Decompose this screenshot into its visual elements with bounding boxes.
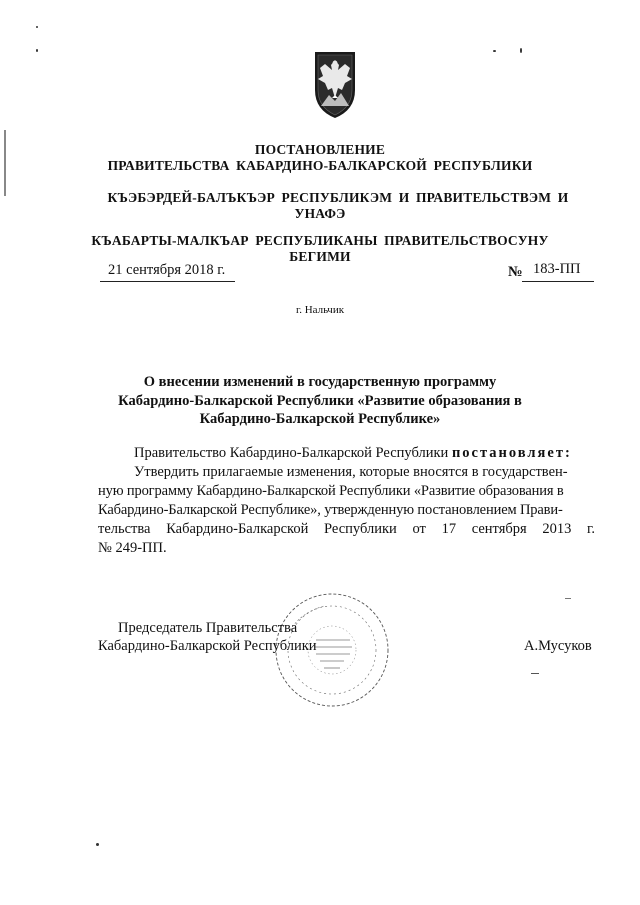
document-date: 21 сентября 2018 г.: [108, 262, 226, 278]
body-line-4-word: Кабардино-Балкарской: [166, 521, 309, 537]
body-line-4-word: 2013: [542, 521, 572, 537]
body-line-4-word: г.: [587, 521, 595, 537]
body-intro-text: Правительство Кабардино-Балкарской Республики: [134, 445, 449, 461]
city-label: г. Нальчик: [295, 304, 345, 316]
scan-speck: [36, 26, 38, 28]
signatory-name: А.Мусуков: [524, 638, 592, 654]
body-intro: [134, 444, 572, 464]
resolution-title-line2: Кабардино-Балкарской Республики «Развитие образования в: [118, 393, 522, 409]
body-line-2: ную программу Кабардино-Балкарской Республики «Развитие образования в: [98, 483, 564, 499]
body-line-3: Кабардино-Балкарской Республике», утвержденную постановлением Прави-: [98, 502, 563, 518]
scan-speck: [520, 48, 522, 53]
coat-of-arms-emblem: [312, 46, 358, 120]
document-type-heading: ПОСТАНОВЛЕНИЕ: [254, 142, 386, 157]
body-line-4-word: тельства: [98, 521, 151, 537]
signature-mark: [531, 673, 539, 674]
scan-speck: [36, 49, 38, 52]
resolution-title-line3: Кабардино-Балкарской Республике»: [199, 411, 441, 427]
body-line-1: Утвердить прилагаемые изменения, которые вносятся в государствен-: [134, 464, 568, 480]
scan-speck: [96, 843, 99, 846]
number-label: №: [508, 264, 523, 280]
balkar-heading-line1: КЪАБАРТЫ-МАЛКЪАР РЕСПУБЛИКАНЫ ПРАВИТЕЛЬСТВОСУНУ: [91, 233, 549, 248]
issuer-heading: ПРАВИТЕЛЬСТВА КАБАРДИНО-БАЛКАРСКОЙ РЕСПУБЛИКИ: [107, 158, 533, 173]
body-intro-decree: постановляет:: [451, 445, 572, 461]
number-underline: [522, 281, 594, 282]
kabardian-heading-line1: КЪЭБЭРДЕЙ-БАЛЪКЪЭР РЕСПУБЛИКЭМ И ПРАВИТЕЛЬСТВЭМ И: [107, 190, 569, 205]
body-line-4-word: Республики: [324, 521, 397, 537]
body-line-4-word: от: [412, 521, 426, 537]
body-line-4-word: 17: [441, 521, 457, 537]
body-line-5: № 249-ПП.: [98, 540, 167, 556]
date-underline: [100, 281, 235, 282]
body-line-4: [98, 520, 595, 540]
body-line-4-word: сентября: [471, 521, 527, 537]
signature-mark-top: [565, 598, 571, 599]
document-number: 183-ПП: [533, 261, 581, 277]
resolution-title-line1: О внесении изменений в государственную программу: [143, 374, 497, 390]
left-margin-mark: [4, 130, 6, 196]
kabardian-heading-line2: УНАФЭ: [294, 206, 346, 221]
scan-speck: [493, 50, 496, 52]
signatory-title-line2: Кабардино-Балкарской Республики: [98, 638, 317, 654]
balkar-heading-line2: БЕГИМИ: [289, 249, 351, 264]
signatory-title-line1: Председатель Правительства: [118, 620, 298, 636]
